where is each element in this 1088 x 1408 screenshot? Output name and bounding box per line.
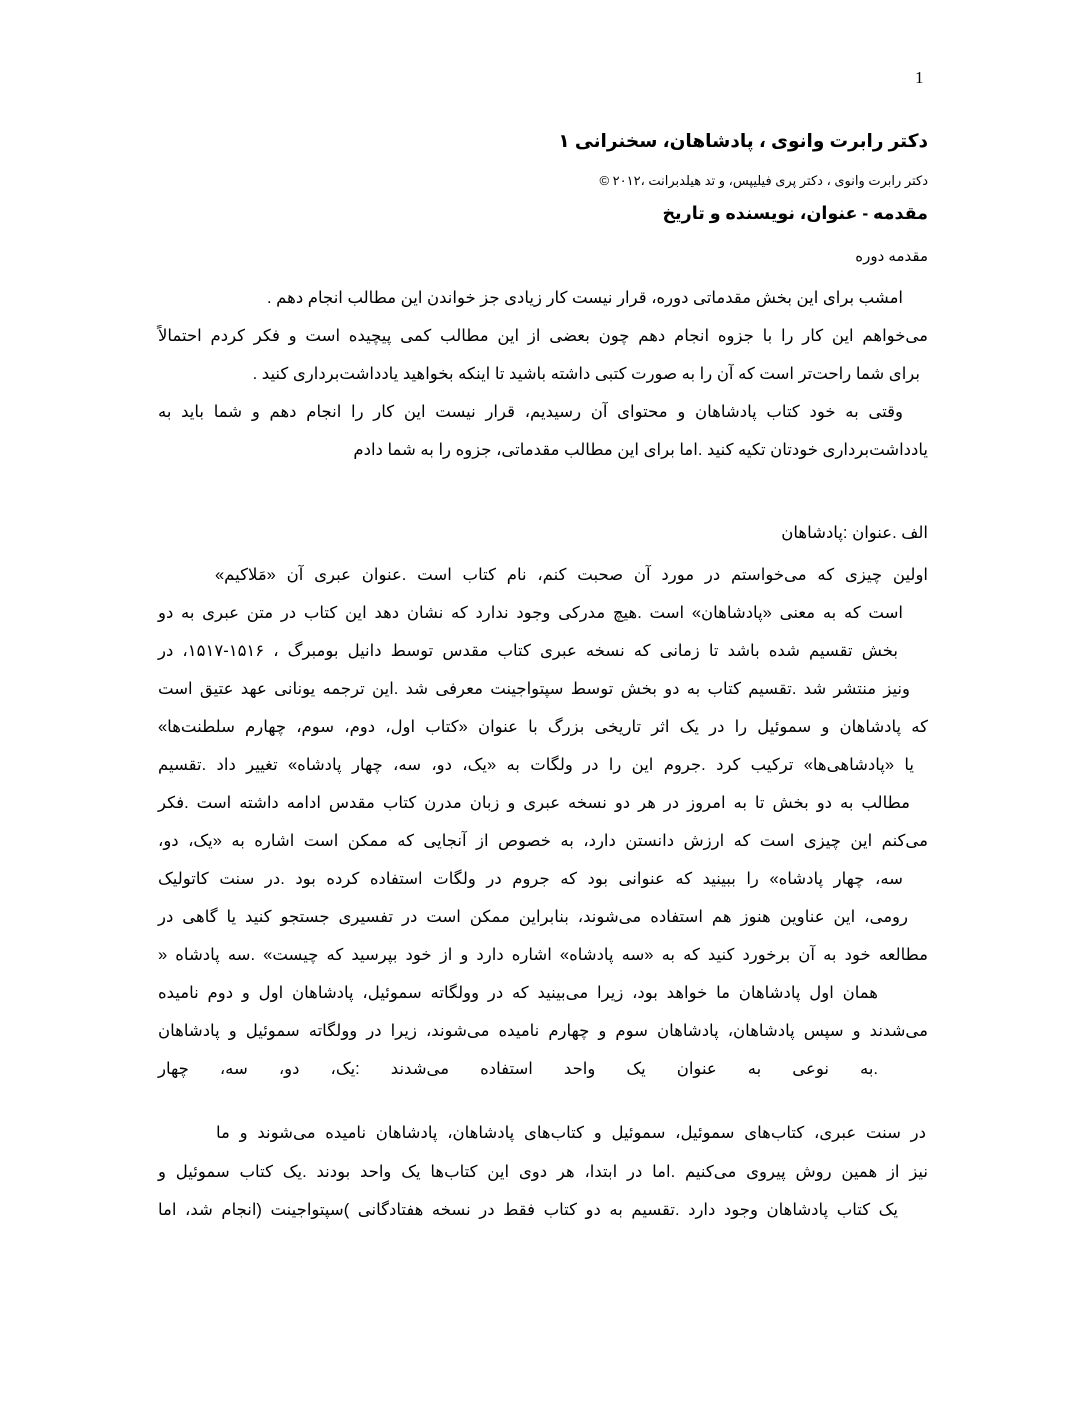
subheading-course-intro: مقدمه دوره <box>855 248 928 265</box>
text-line: است که به معنی «پادشاهان» است .هیچ مدرکی وجود ندارد که نشان دهد این کتاب در متن عبری به دو <box>158 604 903 622</box>
text-line: یا «پادشاهی‌ها» ترکیب کرد .جروم این را در ولگات به «یک، دو، سه، چهار پادشاه» تغییر داد .تقسیم <box>158 756 914 774</box>
text-line: امشب برای این بخش مقدماتی دوره، قرار نیست کار زیادی جز خواندن این مطالب انجام دهم . <box>267 289 903 307</box>
text-line: در سنت عبری، کتاب‌های سموئیل، سموئیل و کتاب‌های پادشاهان، پادشاهان نامیده می‌شوند و ما <box>216 1124 926 1142</box>
text-line: می‌کنم این چیزی است که ارزش دانستن دارد، به خصوص از آنجایی که ممکن است اشاره به «یک، دو، <box>158 832 928 850</box>
text-line: مطالب به دو بخش تا به امروز در هر دو نسخه عبری و زبان مدرن کتاب مقدس ادامه داشته است .فکر <box>158 794 910 812</box>
text-line: می‌شدند و سپس پادشاهان، پادشاهان سوم و چهارم نامیده می‌شوند، زیرا در وولگاته سموئیل و پادشاهان <box>158 1022 928 1040</box>
page-number: 1 <box>915 68 924 87</box>
text-line: اولین چیزی که می‌خواستم در مورد آن صحبت کنم، نام کتاب است .عنوان عبری آن «مَلاکیم» <box>215 566 928 584</box>
text-line: می‌خواهم این کار را با جزوه انجام دهم چون بعضی از این مطالب کمی پیچیده است و فکر کردم احتمالاً <box>158 327 928 345</box>
text-line: نیز از همین روش پیروی می‌کنیم .اما در ابتدا، هر دوی این کتاب‌ها یک واحد بودند .یک کتاب سموئیل و <box>158 1163 928 1181</box>
text-line: یک کتاب پادشاهان وجود دارد .تقسیم به دو کتاب فقط در نسخه هفتادگانی )سپتواجینت (انجام شد، اما <box>158 1201 898 1219</box>
text-line: یادداشت‌برداری خودتان تکیه کنید .اما برای این مطالب مقدماتی، جزوه را به شما دادم <box>353 441 928 459</box>
text-line: رومی، این عناوین هنوز هم استفاده می‌شوند، بنابراین ممکن است در تفسیری جستجو کنید یا گاهی در <box>158 908 908 926</box>
text-line: بخش تقسیم شده باشد تا زمانی که نسخه عبری کتاب مقدس توسط دانیل بومبرگ ، ۱۵۱۶-۱۵۱۷، در <box>158 642 898 660</box>
text-line: همان اول پادشاهان ما خواهد بود، زیرا می‌بینید که در وولگاته سموئیل، پادشاهان اول و دوم نامیده <box>158 984 878 1002</box>
text-line: .به نوعی به عنوان یک واحد استفاده می‌شدند :یک، دو، سه، چهار <box>158 1060 878 1078</box>
text-line: وقتی به خود کتاب پادشاهان و محتوای آن رسیدیم، قرار نیست این کار را انجام دهم و شما باید به <box>158 403 903 421</box>
document-title: دکتر رابرت وانوی ، پادشاهان، سخنرانی ۱ <box>558 130 928 151</box>
subheading-title-kings: الف .عنوان :پادشاهان <box>781 524 928 542</box>
text-line: مطالعه خود به آن برخورد کنید که به «سه پادشاه» اشاره دارد و از خود بپرسید که چیست» .سه پادشاه « <box>158 946 928 964</box>
text-line: سه، چهار پادشاه» را ببینید که عنوانی بود که جروم در ولگات استفاده کرده بود .در سنت کاتولیک <box>158 870 903 888</box>
copyright-line: دکتر رابرت وانوی ، دکتر پری فیلیپس، و تد هیلدبرانت ،۲۰۱۲ © <box>599 173 928 188</box>
section-heading: مقدمه - عنوان، نویسنده و تاریخ <box>662 203 928 223</box>
text-line: برای شما راحت‌تر است که آن را به صورت کتبی داشته باشید تا اینکه بخواهید یادداشت‌برداری کنید . <box>252 365 920 383</box>
text-line: ونیز منتشر شد .تقسیم کتاب به دو بخش توسط سپتواجینت معرفی شد .این ترجمه یونانی عهد عتیق است <box>158 680 910 698</box>
text-line: که پادشاهان و سموئیل را در یک اثر تاریخی بزرگ با عنوان «کتاب اول، دوم، سوم، چهارم سلطنت‌ها» <box>158 718 928 736</box>
